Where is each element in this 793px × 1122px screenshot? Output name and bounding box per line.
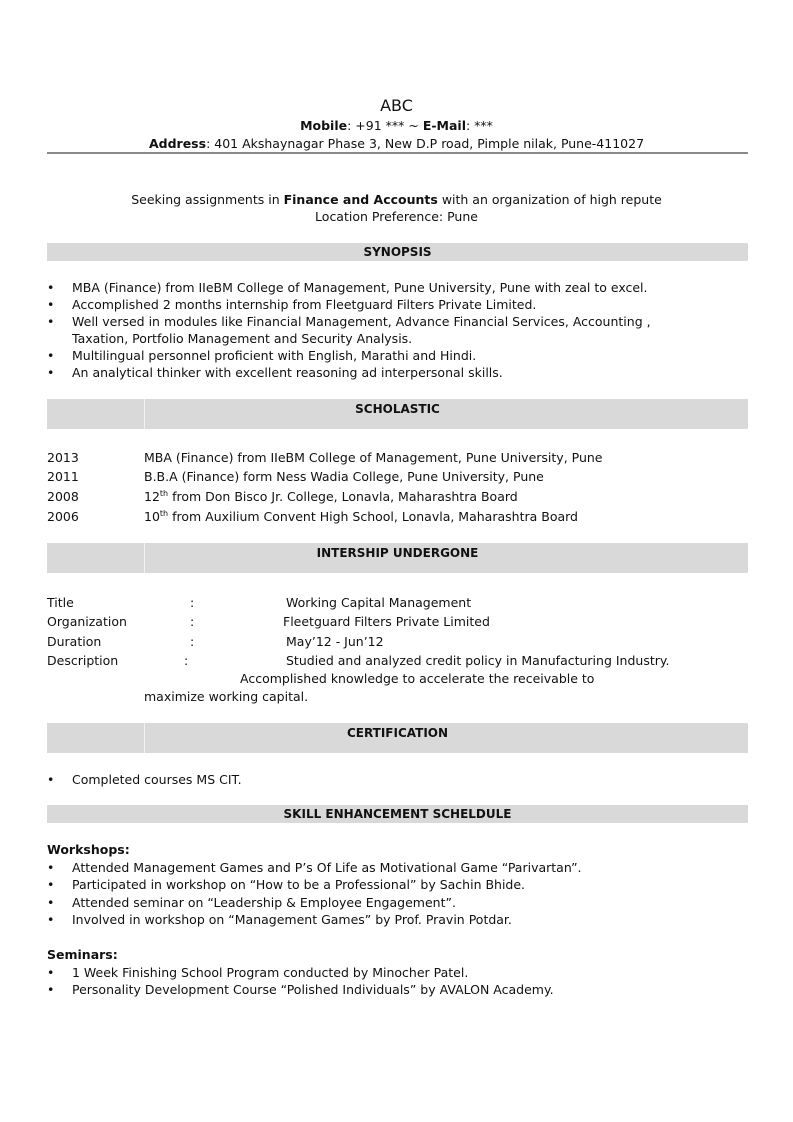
list-item: Completed courses MS CIT. [72, 772, 242, 787]
description-continuation: Accomplished knowledge to accelerate the receivable to [240, 671, 595, 686]
detail-colon: : [190, 595, 195, 610]
bullet-icon: • [47, 280, 55, 295]
detail-label: Organization [47, 614, 127, 629]
list-item: Well versed in modules like Financial Management, Advance Financial Services, Accounting , [72, 314, 651, 329]
detail-colon: : [184, 653, 189, 668]
detail-label: Title [47, 595, 74, 610]
objective-line [0, 192, 793, 207]
education-detail: 10th from Auxilium Convent High School, Lonavla, Maharashtra Board [144, 509, 578, 524]
email-value: : *** [465, 118, 493, 133]
bullet-icon: • [47, 365, 55, 380]
bullet-icon: • [47, 912, 55, 927]
bullet-icon: • [47, 860, 55, 875]
header-divider [47, 152, 748, 154]
objective-prefix: Seeking assignments in [131, 192, 284, 207]
candidate-name: ABC [380, 96, 413, 115]
bullet-icon: • [47, 772, 55, 787]
bullet-icon: • [47, 965, 55, 980]
education-detail: MBA (Finance) from IIeBM College of Management, Pune University, Pune [144, 450, 603, 465]
education-detail: 12th from Don Bisco Jr. College, Lonavla, Maharashtra Board [144, 489, 518, 504]
list-item: 1 Week Finishing School Program conducted by Minocher Patel. [72, 965, 469, 980]
address-line [0, 136, 793, 151]
skills-section-header [47, 805, 748, 823]
objective-field: Finance and Accounts [283, 192, 438, 207]
list-item: Involved in workshop on “Management Games” by Prof. Pravin Potdar. [72, 912, 512, 927]
detail-colon: : [190, 634, 195, 649]
email-label: E-Mail [422, 118, 466, 133]
list-item-continuation: Taxation, Portfolio Management and Security Analysis. [72, 331, 413, 346]
certification-section-header [47, 723, 748, 753]
scholastic-section-header [47, 399, 748, 429]
education-year: 2008 [47, 489, 79, 504]
internship-title: INTERSHIP UNDERGONE [316, 546, 479, 560]
mobile-value: : +91 *** ~ [347, 118, 423, 133]
list-item: An analytical thinker with excellent reasoning ad interpersonal skills. [72, 365, 503, 380]
education-year: 2006 [47, 509, 79, 524]
list-item: Multilingual personnel proficient with English, Marathi and Hindi. [72, 348, 477, 363]
bullet-icon: • [47, 895, 55, 910]
detail-value: Studied and analyzed credit policy in Manufacturing Industry. [286, 653, 670, 668]
bullet-icon: • [47, 877, 55, 892]
education-detail: B.B.A (Finance) form Ness Wadia College, Pune University, Pune [144, 469, 544, 484]
list-item: MBA (Finance) from IIeBM College of Management, Pune University, Pune with zeal to excel. [72, 280, 648, 295]
detail-value: Working Capital Management [286, 595, 472, 610]
list-item: Attended Management Games and P’s Of Life as Motivational Game “Parivartan”. [72, 860, 582, 875]
list-item: Participated in workshop on “How to be a Professional” by Sachin Bhide. [72, 877, 526, 892]
contact-line [0, 118, 793, 133]
skills-title: SKILL ENHANCEMENT SCHELDULE [283, 807, 512, 821]
education-year: 2013 [47, 450, 79, 465]
internship-section-header [47, 543, 748, 573]
list-item: Personality Development Course “Polished Individuals” by AVALON Academy. [72, 982, 554, 997]
detail-value: Fleetguard Filters Private Limited [283, 614, 490, 629]
synopsis-section-header [47, 243, 748, 261]
certification-title: CERTIFICATION [346, 726, 449, 740]
list-item: Attended seminar on “Leadership & Employee Engagement”. [72, 895, 456, 910]
bullet-icon: • [47, 982, 55, 997]
bullet-icon: • [47, 297, 55, 312]
bullet-icon: • [47, 314, 55, 329]
list-item: Accomplished 2 months internship from Fleetguard Filters Private Limited. [72, 297, 537, 312]
detail-label: Description [47, 653, 119, 668]
education-year: 2011 [47, 469, 79, 484]
workshops-heading: Workshops: [47, 842, 130, 857]
address-label: Address [148, 136, 207, 151]
location-preference: Location Preference: Pune [315, 209, 478, 224]
synopsis-title: SYNOPSIS [363, 245, 432, 259]
scholastic-title: SCHOLASTIC [355, 402, 440, 416]
mobile-label: Mobile [300, 118, 348, 133]
description-continuation: maximize working capital. [144, 689, 309, 704]
bullet-icon: • [47, 348, 55, 363]
detail-colon: : [190, 614, 195, 629]
detail-label: Duration [47, 634, 102, 649]
detail-value: May’12 - Jun’12 [286, 634, 384, 649]
address-value: : 401 Akshaynagar Phase 3, New D.P road, Pimple nilak, Pune-411027 [206, 136, 645, 151]
seminars-heading: Seminars: [47, 947, 118, 962]
objective-suffix: with an organization of high repute [437, 192, 662, 207]
